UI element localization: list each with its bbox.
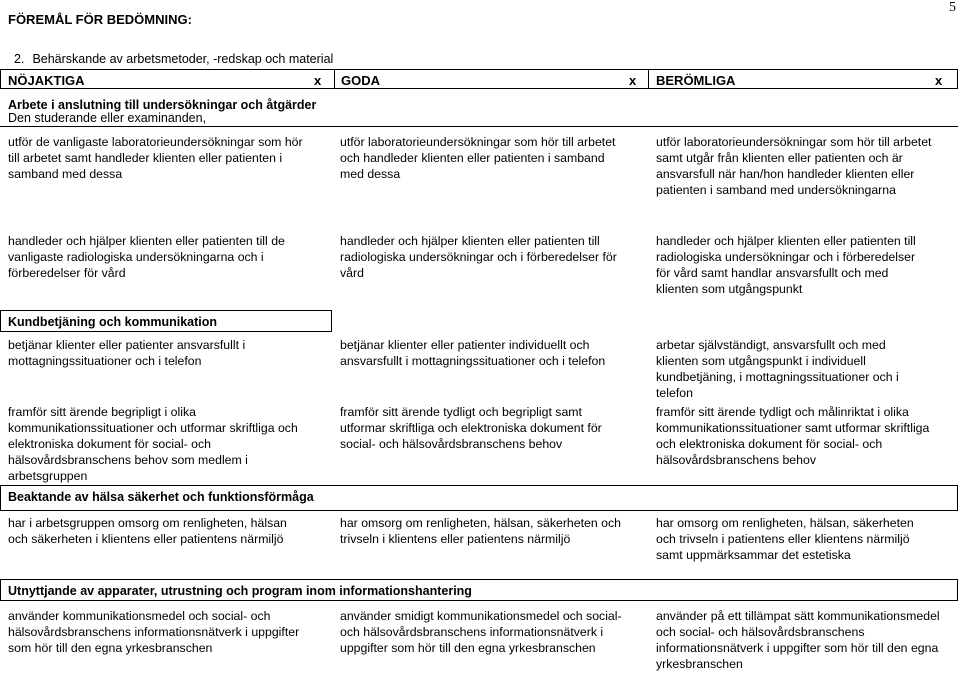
criterion-cell: använder kommunikationsmedel och social- och hälsovårdsbranschens informationsnätverk i uppgifter som hör till den egna yrkesbranschen xyxy=(8,609,300,655)
page-number: 5 xyxy=(949,0,956,15)
column-divider xyxy=(334,69,335,89)
criterion-cell: handleder och hjälper klienten eller patienten till de vanligaste radiologiska undersökningarna och i förberedelser för vård xyxy=(8,234,285,280)
criterion-cell: har omsorg om renligheten, hälsan, säkerheten och trivseln i klientens eller patientens närmiljö xyxy=(340,516,621,546)
divider-line xyxy=(0,126,958,127)
criterion-cell: använder på ett tillämpat sätt kommunikationsmedel och social- och hälsovårdsbranschens informationsnätverk i uppgifter som hör till den egna yrkesbranschen xyxy=(656,609,940,671)
subject-lead: Den studerande eller examinanden, xyxy=(8,111,207,125)
grade-excellent-mark: x xyxy=(935,73,943,88)
criterion-cell: framför sitt ärende tydligt och begripligt samt utformar skriftliga och elektroniska dokument för social- och hälsovårdsbranschens behov xyxy=(340,405,602,451)
grade-header-row xyxy=(0,69,958,89)
section-number: 2. xyxy=(14,52,25,66)
criterion-cell: betjänar klienter eller patienter ansvarsfullt i mottagningssituationer och i telefon xyxy=(8,338,246,368)
criterion-cell: använder smidigt kommunikationsmedel och social- och hälsovårdsbranschens informationsnätverk i uppgifter som hör till den egna yrkesbranschen xyxy=(340,609,622,655)
criterion-cell: framför sitt ärende begripligt i olika kommunikationssituationer och utformar skriftliga och elektroniska dokument för social- och hälsovårdsbranschens behov som medlem i arbetsgruppen xyxy=(8,405,298,483)
criterion-cell: arbetar självständigt, ansvarsfullt och med klienten som utgångspunkt i individuell kundbetjäning, i mottagningssituationer och i telefon xyxy=(656,338,899,400)
grade-satisfactory-label: NÖJAKTIGA xyxy=(8,73,85,88)
section-title-health-safety: Beaktande av hälsa säkerhet och funktionsförmåga xyxy=(8,490,314,504)
subject-heading: Arbete i anslutning till undersökningar och åtgärder xyxy=(8,98,317,112)
divider-line xyxy=(0,331,332,332)
grade-satisfactory-mark: x xyxy=(314,73,322,88)
grade-good-label: GODA xyxy=(341,73,380,88)
criterion-cell: handleder och hjälper klienten eller patienten till radiologiska undersökningar och i förberedelser för vård samt handlar ansvarsfullt och med klienten som utgångspunkt xyxy=(656,234,916,296)
criterion-cell: utför laboratorieundersökningar som hör till arbetet och handleder klienten eller patienten i samband med dessa xyxy=(340,135,616,181)
criterion-cell: utför de vanligaste laboratorieundersökningar som hör till arbetet samt handleder klienten eller patienten i samband med dessa xyxy=(8,135,303,181)
grade-good-mark: x xyxy=(629,73,637,88)
grade-excellent-label: BERÖMLIGA xyxy=(656,73,736,88)
section-title-customer-service: Kundbetjäning och kommunikation xyxy=(8,315,218,329)
section-heading xyxy=(14,52,333,66)
section-title: Behärskande av arbetsmetoder, -redskap och material xyxy=(32,52,334,66)
section-title-equipment: Utnyttjande av apparater, utrustning och program inom informationshantering xyxy=(8,584,472,598)
criterion-cell: framför sitt ärende tydligt och målinriktat i olika kommunikationssituationer samt utformar skriftliga och elektroniska dokument för social- och hälsovårdsbranschens behov xyxy=(656,405,930,467)
page-title: FÖREMÅL FÖR BEDÖMNING: xyxy=(8,12,192,27)
criterion-cell: har i arbetsgruppen omsorg om renligheten, hälsan och säkerheten i klientens eller patientens närmiljö xyxy=(8,516,287,546)
criterion-cell: handleder och hjälper klienten eller patienten till radiologiska undersökningar och i förberedelser för vård xyxy=(340,234,617,280)
criterion-cell: har omsorg om renligheten, hälsan, säkerheten och trivseln i patientens eller klientens närmiljö samt uppmärksammar det estetiska xyxy=(656,516,914,562)
criterion-cell: betjänar klienter eller patienter individuellt och ansvarsfullt i mottagningssituationer och i telefon xyxy=(340,338,606,368)
criterion-cell: utför laboratorieundersökningar som hör till arbetet samt utgår från klienten eller patienten och är ansvarsfull när han/hon handleder klienten eller patienten i samband med undersökningarna xyxy=(656,135,932,197)
column-divider xyxy=(648,69,649,89)
